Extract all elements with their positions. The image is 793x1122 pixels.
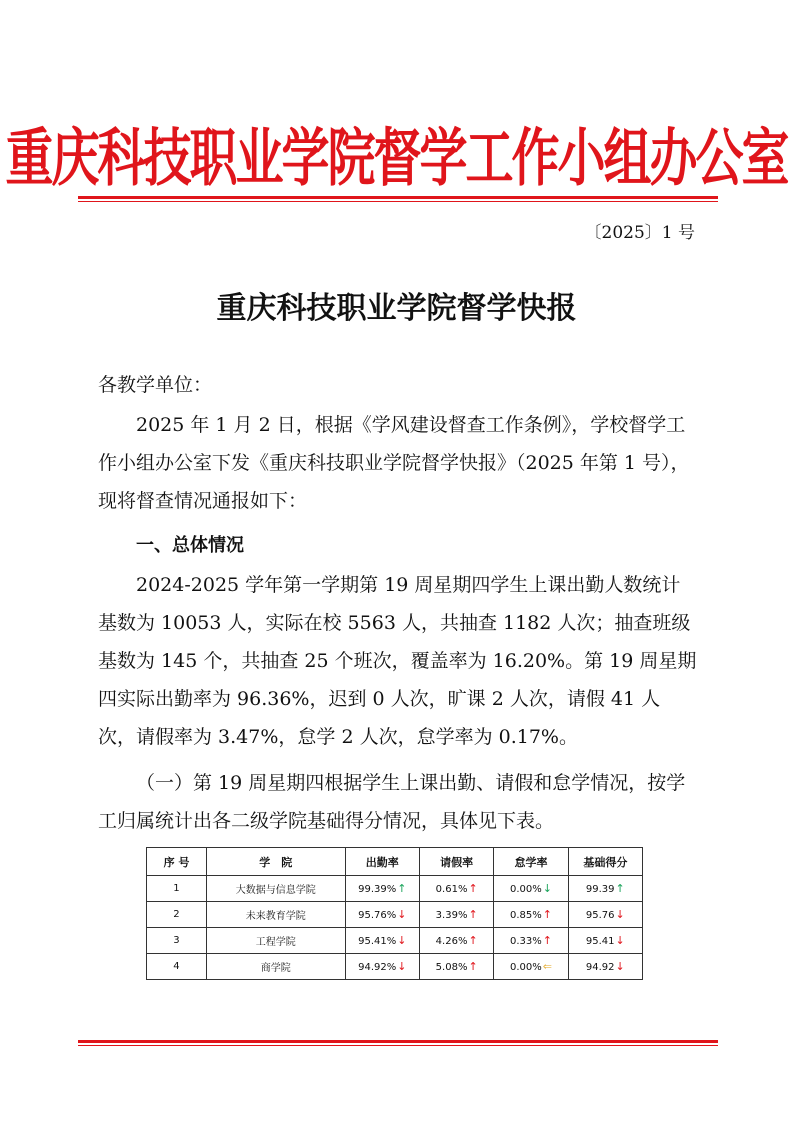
cell-score bbox=[568, 954, 642, 980]
down-arrow-icon: ↓ bbox=[397, 934, 407, 947]
table-row bbox=[147, 954, 643, 980]
attendance-value: 95.41% bbox=[358, 936, 397, 947]
table-intro-paragraph: （一）第 19 周星期四根据学生上课出勤、请假和怠学情况，按学工归属统计出各二级学院基础得分情况，具体见下表。 bbox=[98, 772, 686, 832]
down-arrow-icon: ↓ bbox=[397, 908, 407, 921]
cell-leave bbox=[420, 876, 494, 902]
cell-college: 商学院 bbox=[206, 954, 345, 980]
down-arrow-icon: ↓ bbox=[615, 908, 625, 921]
cell-truancy bbox=[494, 928, 568, 954]
rule-thick bbox=[78, 1040, 718, 1043]
attendance-value: 94.92% bbox=[358, 962, 397, 973]
truancy-value: 0.00% bbox=[510, 962, 542, 973]
header-leave: 请假率 bbox=[420, 848, 494, 876]
up-arrow-icon: ↑ bbox=[542, 908, 552, 921]
cell-index: 3 bbox=[147, 928, 207, 954]
down-arrow-icon: ↓ bbox=[397, 960, 407, 973]
score-value: 95.76 bbox=[585, 910, 615, 921]
cell-attendance bbox=[345, 928, 419, 954]
score-value: 99.39 bbox=[585, 884, 615, 895]
truancy-value: 0.85% bbox=[510, 910, 542, 921]
cell-truancy bbox=[494, 954, 568, 980]
rule-thick bbox=[78, 196, 718, 199]
bottom-red-rule bbox=[78, 1040, 718, 1046]
up-arrow-icon: ↑ bbox=[468, 908, 478, 921]
up-arrow-icon: ↑ bbox=[615, 882, 625, 895]
cell-truancy bbox=[494, 902, 568, 928]
section-heading: 一、总体情况 bbox=[136, 535, 244, 556]
down-arrow-icon: ↓ bbox=[615, 934, 625, 947]
down-arrow-icon: ↓ bbox=[542, 882, 552, 895]
leave-value: 0.61% bbox=[435, 884, 468, 895]
rule-thin bbox=[78, 1045, 718, 1046]
intro-paragraph: 2025 年 1 月 2 日，根据《学风建设督查工作条例》，学校督学工作小组办公室下发《重庆科技职业学院督学快报》（2025 年第 1 号），现将督查情况通报如下： bbox=[98, 414, 690, 512]
table-row bbox=[147, 876, 643, 902]
table-row bbox=[147, 902, 643, 928]
up-arrow-icon: ↑ bbox=[468, 934, 478, 947]
score-value: 94.92 bbox=[585, 962, 615, 973]
up-arrow-icon: ↑ bbox=[468, 882, 478, 895]
attendance-value: 99.39% bbox=[358, 884, 397, 895]
cell-truancy bbox=[494, 876, 568, 902]
attendance-value: 95.76% bbox=[358, 910, 397, 921]
down-arrow-icon: ↓ bbox=[615, 960, 625, 973]
leave-value: 3.39% bbox=[435, 910, 468, 921]
salutation: 各教学单位： bbox=[98, 374, 213, 396]
cell-index: 1 bbox=[147, 876, 207, 902]
cell-college: 工程学院 bbox=[206, 928, 345, 954]
leave-value: 5.08% bbox=[435, 962, 468, 973]
leave-value: 4.26% bbox=[435, 936, 468, 947]
table-header-row bbox=[147, 848, 643, 876]
cell-college: 未来教育学院 bbox=[206, 902, 345, 928]
cell-college: 大数据与信息学院 bbox=[206, 876, 345, 902]
up-arrow-icon: ↑ bbox=[397, 882, 407, 895]
truancy-value: 0.33% bbox=[510, 936, 542, 947]
header-college: 学 院 bbox=[206, 848, 345, 876]
score-table-container bbox=[146, 847, 643, 980]
cell-leave bbox=[420, 902, 494, 928]
flat-arrow-icon: ⇐ bbox=[542, 960, 552, 973]
document-title: 重庆科技职业学院督学快报 bbox=[216, 291, 577, 326]
header-score: 基础得分 bbox=[568, 848, 642, 876]
cell-leave bbox=[420, 954, 494, 980]
cell-index: 2 bbox=[147, 902, 207, 928]
cell-leave bbox=[420, 928, 494, 954]
header-index: 序 号 bbox=[147, 848, 207, 876]
summary-paragraph: 2024-2025 学年第一学期第 19 周星期四学生上课出勤人数统计基数为 10053 人，实际在校 5563 人，共抽查 1182 人次；抽查班级基数为 145 个，共抽查 25 个班次，覆盖率为 16.20%。第 19 周星期四实际出勤率为 96.36%，迟到 0 人次，旷课 2 人次，请假 41 人次，请假率为 3.47%，怠学 2 人次，怠学率为 0.17%。 bbox=[98, 574, 697, 748]
letterhead-title: 重庆科技职业学院督学工作小组办公室 bbox=[5, 122, 788, 196]
top-red-rule bbox=[78, 196, 718, 202]
cell-index: 4 bbox=[147, 954, 207, 980]
score-value: 95.41 bbox=[585, 936, 615, 947]
up-arrow-icon: ↑ bbox=[468, 960, 478, 973]
cell-attendance bbox=[345, 954, 419, 980]
cell-attendance bbox=[345, 876, 419, 902]
truancy-value: 0.00% bbox=[510, 884, 542, 895]
header-truancy: 怠学率 bbox=[494, 848, 568, 876]
rule-thin bbox=[78, 201, 718, 202]
cell-score bbox=[568, 928, 642, 954]
table-row bbox=[147, 928, 643, 954]
score-table bbox=[146, 847, 643, 980]
header-attendance: 出勤率 bbox=[345, 848, 419, 876]
cell-attendance bbox=[345, 902, 419, 928]
cell-score bbox=[568, 876, 642, 902]
document-number: 〔2025〕1 号 bbox=[584, 223, 695, 243]
up-arrow-icon: ↑ bbox=[542, 934, 552, 947]
cell-score bbox=[568, 902, 642, 928]
